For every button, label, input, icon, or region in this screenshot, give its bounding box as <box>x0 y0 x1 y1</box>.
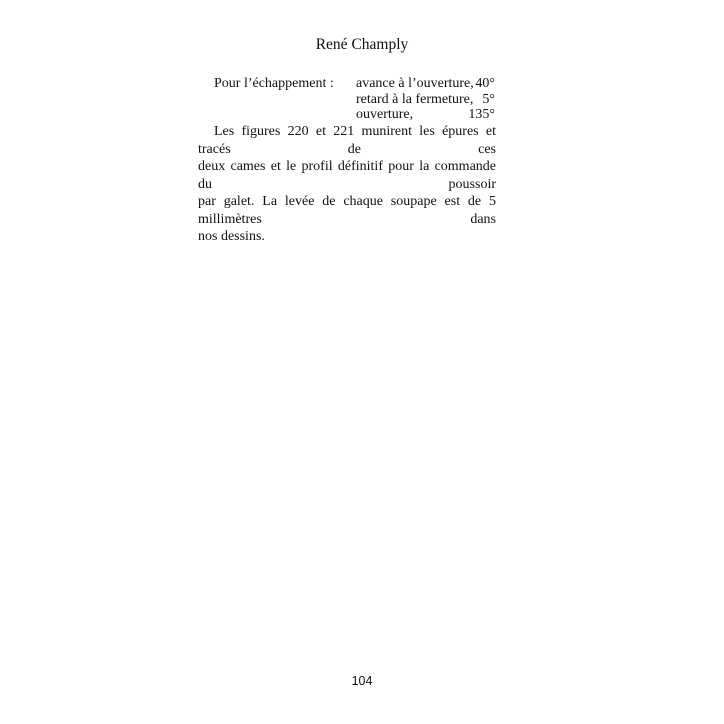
page-number: 104 <box>351 674 373 688</box>
paragraph-line: deux cames et le profil définitif pour la commande du poussoir <box>198 159 496 192</box>
timing-label: Pour l’échappement : <box>214 76 334 91</box>
timing-row-description: ouverture, <box>356 107 414 122</box>
timing-row-value: 5° <box>482 92 495 107</box>
timing-row-description: retard à la fermeture, <box>356 92 474 107</box>
paragraph-line: Les figures 220 et 221 munirent les épures et tracés de ces <box>198 124 496 157</box>
timing-row-value: 135° <box>468 107 495 122</box>
paragraph-line: par galet. La levée de chaque soupape est de 5 millimètres dans <box>198 194 496 227</box>
paragraph-line: nos dessins. <box>198 229 265 244</box>
running-header: René Champly <box>315 36 409 53</box>
timing-row-value: 40° <box>475 76 495 91</box>
timing-row-description: avance à l’ouverture, <box>356 76 474 91</box>
body-paragraph <box>198 123 496 246</box>
